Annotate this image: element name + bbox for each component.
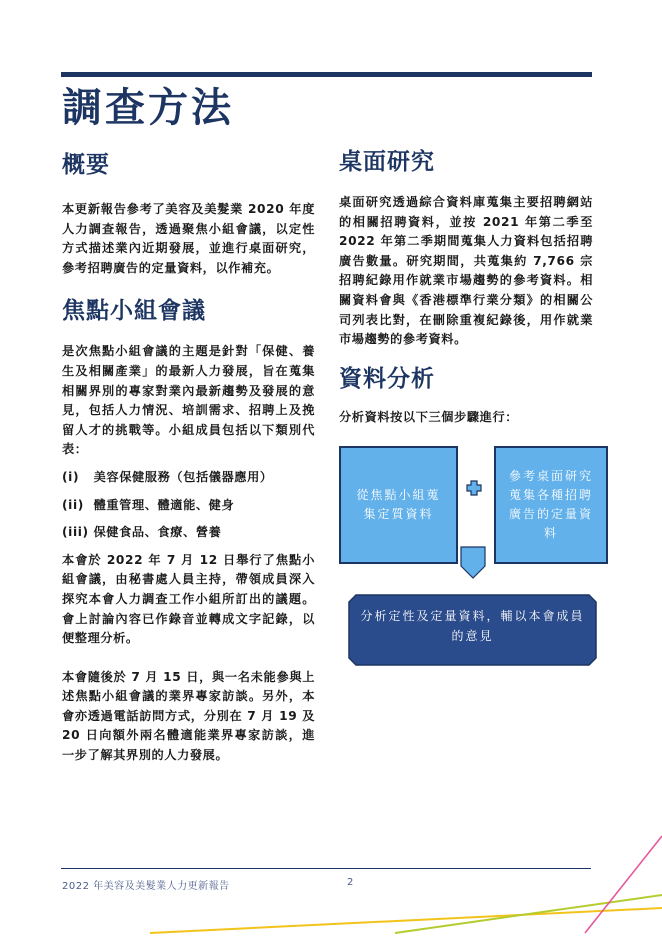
result-label: 分析定性及定量資料，輔以本會成員的意見 (360, 609, 585, 643)
meeting-text: 本會於 2022 年 7 月 12 日舉行了焦點小組會議，由秘書處人員主持，帶領成員深入探究本會人力調查工作小組所訂出的議題。會上討論內容已作錄音並轉成文字記錄，以便整理分析。 (62, 552, 315, 646)
list-item: (i) 美容保健服務（包括儀器應用） (62, 469, 273, 484)
followup-text: 本會隨後於 7 月 15 日，與一名未能參與上述焦點小組會議的業界專家訪談。另外，本會亦透過電話訪問方式，分別在 7 月 19 及 20 日向額外兩名體適能業界專家訪談，進一步了解其界別的人力發展。 (62, 669, 315, 763)
list-item: (ii) 體重管理、體適能、健身 (62, 497, 235, 512)
page-number: 2 (347, 877, 354, 888)
list-item: (iii) 保健食品、食療、營養 (62, 525, 222, 540)
footer-rule (61, 868, 591, 869)
right-column (339, 145, 593, 427)
focus-group-intro: 是次焦點小組會議的主題是針對「保健、養生及相關產業」的最新人力發展，旨在蒐集相關界別的專家對業內最新趨勢及發展的意見，包括人力情況、培訓需求、招聘上及挽留人才的挑戰等。小組成員包括以下類別代表： (62, 344, 315, 457)
step-qualitative-box (339, 446, 458, 564)
step-quantitative-box (494, 446, 608, 564)
plus-icon (466, 480, 482, 496)
desk-research-heading: 桌面研究 (339, 149, 435, 175)
title-rule (61, 72, 592, 77)
left-column (62, 148, 315, 766)
step-quantitative-label: 參考桌面研究蒐集各種招聘廣告的定量資料 (508, 469, 593, 540)
analysis-intro: 分析資料按以下三個步驟進行： (339, 409, 519, 424)
overview-heading: 概要 (62, 152, 110, 178)
desk-research-text: 桌面研究透過綜合資料庫蒐集主要招聘網站的相關招聘資料，並按 2021 年第二季至 2022 年第二季期間蒐集人力資料包括招聘廣告數量。研究期間，共蒐集約 7,766 宗招聘紀錄用作就業市場趨勢的參考資料。相關資料會與《香港標準行業分類》的相關公司列表比對，在刪除重複紀錄後，用作就業市場趨勢的參考資料。 (339, 195, 593, 347)
focus-group-heading: 焦點小組會議 (62, 298, 206, 325)
footer-report-title: 2022 年美容及美髮業人力更新報告 (62, 881, 230, 892)
overview-text: 本更新報告參考了美容及美髮業 2020 年度人力調查報告，透過聚焦小組會議，以定性方式描述業內近期發展，並進行桌面研究，參考招聘廣告的定量資料，以作補充。 (62, 202, 315, 275)
down-arrow-icon (458, 546, 488, 580)
step-qualitative-label: 從焦點小組蒐集定質資料 (356, 488, 441, 521)
analysis-heading: 資料分析 (339, 365, 435, 392)
page-title: 調查方法 (62, 85, 234, 131)
